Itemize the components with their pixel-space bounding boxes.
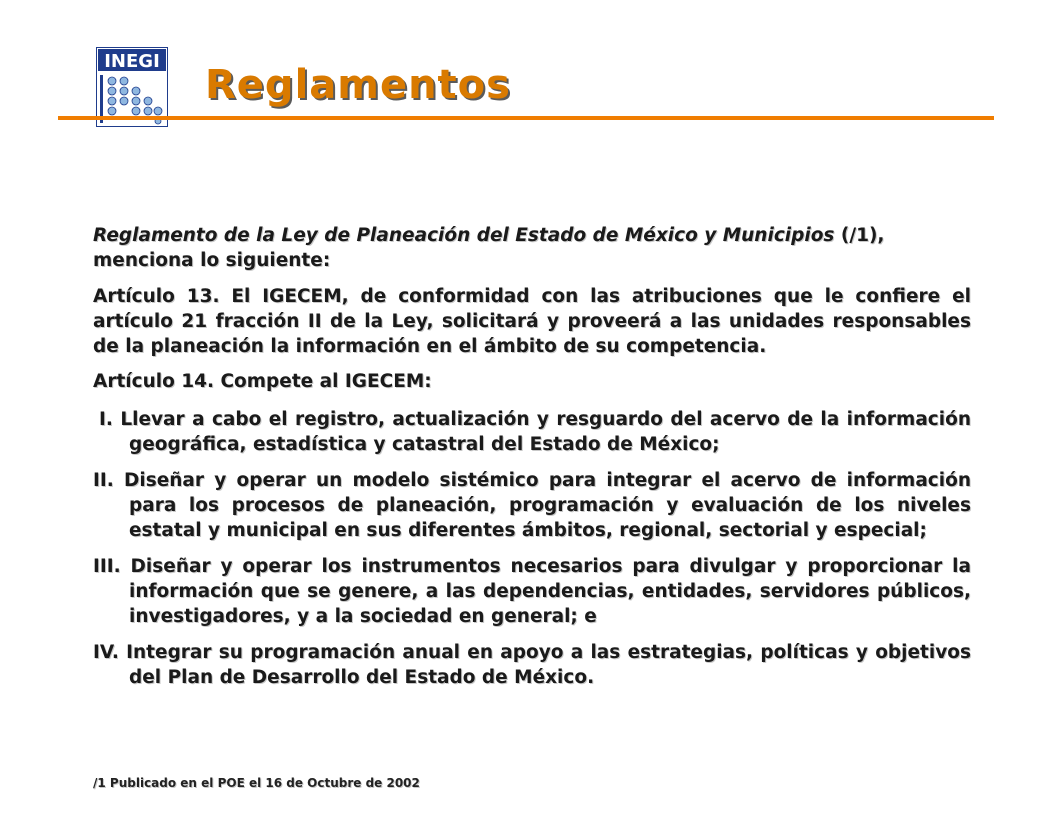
article-13: Artículo 13. El IGECEM, de conformidad con las atribuciones que le confiere el artículo 21 fracción II de la Ley, solicitará y proveerá a las unidades responsables de la planeación la información en el ámbito de su competencia. <box>93 286 971 357</box>
list-item <box>93 640 971 690</box>
header-divider <box>58 116 994 120</box>
logo-text: INEGI <box>104 51 160 72</box>
item-numeral: II. <box>93 470 114 491</box>
item-text: Diseñar y operar los instrumentos necesarios para divulgar y proporcionar la información que se genere, a las dependencias, entidades, servidores públicos, investigadores, y a la sociedad en general; e <box>120 556 971 627</box>
main-content <box>93 223 971 701</box>
list-item <box>93 407 971 457</box>
item-numeral: III. <box>93 556 121 577</box>
item-numeral: I. <box>99 409 113 430</box>
intro-rest: (/1), menciona lo siguiente: <box>93 225 885 271</box>
page-title: Reglamentos <box>205 62 511 108</box>
list-item <box>93 468 971 543</box>
intro-paragraph <box>93 223 971 273</box>
item-numeral: IV. <box>93 642 119 663</box>
article-14-heading: Artículo 14. Compete al IGECEM: <box>93 371 432 392</box>
regulation-name: Reglamento de la Ley de Planeación del Estado de México y Municipios <box>93 225 835 246</box>
item-text: Integrar su programación anual en apoyo a las estrategias, políticas y objetivos del Plan de Desarrollo del Estado de México. <box>118 642 971 688</box>
list-item <box>93 554 971 629</box>
inegi-logo <box>96 47 168 127</box>
item-text: Diseñar y operar un modelo sistémico para integrar el acervo de información para los procesos de planeación, programación y evaluación de los niveles estatal y municipal en sus diferentes ámbitos, regional, sectorial y especial; <box>113 470 971 541</box>
item-text: Llevar a cabo el registro, actualización y resguardo del acervo de la información geográfica, estadística y catastral del Estado de México; <box>112 409 971 455</box>
footnote: /1 Publicado en el POE el 16 de Octubre de 2002 <box>93 776 420 790</box>
inegi-logo-icon <box>96 47 168 127</box>
